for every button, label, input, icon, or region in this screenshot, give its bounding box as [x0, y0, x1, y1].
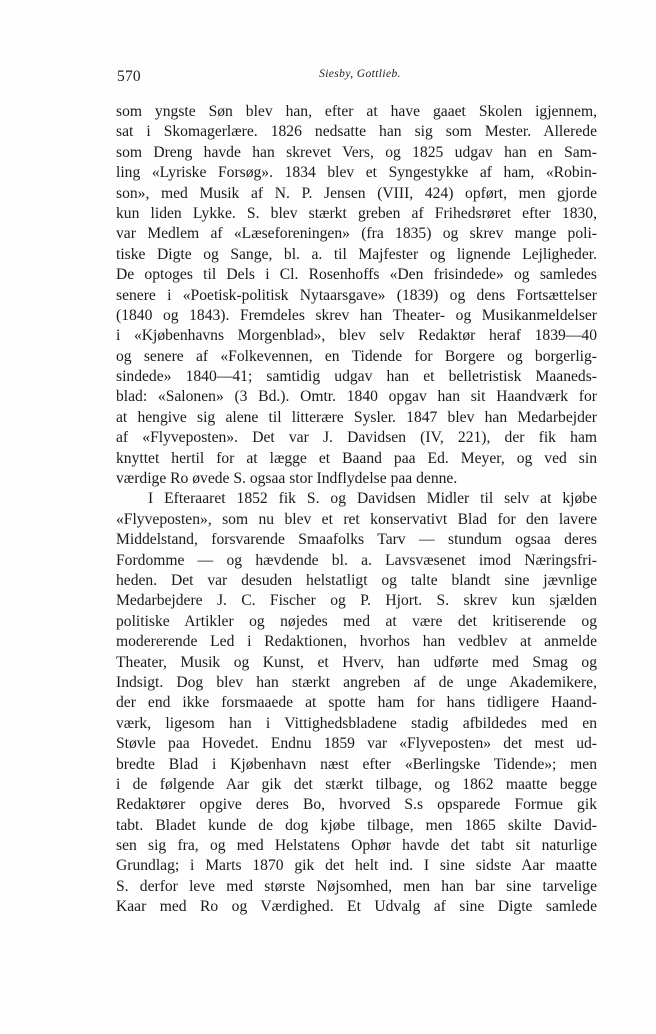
text-line: var Medlem af «Læseforeningen» (fra 1835) og skrev mange poli- — [116, 225, 597, 243]
paragraph-end-line: værdige Ro øvede S. ogsaa stor Indflydelse paa denne. — [116, 470, 458, 488]
text-line: knyttet hertil for at lægge et Baand paa Ed. Meyer, og ved sin — [116, 449, 597, 467]
text-line: sindede» 1840—41; samtidig udgav han et belletristisk Maaneds- — [116, 368, 597, 386]
text-line: af «Flyveposten». Det var J. Davidsen (IV, 221), der fik ham — [116, 429, 597, 447]
paragraph-start-line: I Efteraaret 1852 fik S. og Davidsen Midler til selv at kjøbe — [148, 490, 597, 508]
text-line: Redaktører opgive deres Bo, hvorved S.s opsparede Formue gik — [116, 796, 597, 814]
text-line: modererende Led i Redaktionen, hvorhos han vedblev at anmelde — [116, 633, 597, 651]
text-line: der end ikke forsmaaede at spotte ham for hans tidligere Haand- — [116, 694, 597, 712]
text-line: S. derfor leve med største Nøjsomhed, men han bar sine tarvelige — [116, 877, 597, 895]
text-line: Indsigt. Dog blev han stærkt angreben af de unge Akademikere, — [116, 673, 597, 691]
text-line: sat i Skomagerlære. 1826 nedsatte han sig som Mester. Allerede — [116, 123, 597, 141]
text-line: De optoges til Dels i Cl. Rosenhoffs «Den frisindede» og samledes — [116, 266, 597, 284]
text-line: Fordomme — og hævdende bl. a. Lavsvæsenet imod Næringsfri- — [116, 551, 597, 569]
text-line: i «Kjøbenhavns Morgenblad», blev selv Redaktør heraf 1839—40 — [116, 327, 597, 345]
text-line: blad: «Salonen» (3 Bd.). Omtr. 1840 opgav han sit Haandværk for — [116, 388, 597, 406]
text-line: (1840 og 1843). Fremdeles skrev han Theater- og Musikanmeldelser — [116, 306, 597, 324]
text-line: at hengive sig alene til litterære Sysler. 1847 blev han Medarbejder — [116, 408, 597, 426]
text-line: og senere af «Folkevennen, en Tidende for Borgere og borgerlig- — [116, 347, 597, 365]
text-line: son», med Musik af N. P. Jensen (VIII, 424) opført, men gjorde — [116, 184, 597, 202]
text-line: tiske Digte og Sange, bl. a. til Majfester og lignende Lejligheder. — [116, 245, 597, 263]
text-line: bredte Blad i Kjøbenhavn næst efter «Berlingske Tidende»; men — [116, 755, 597, 773]
text-line: Kaar med Ro og Værdighed. Et Udvalg af sine Digte samlede — [116, 898, 597, 916]
running-head: Siesby, Gottlieb. — [319, 68, 401, 80]
text-line: heden. Det var desuden helstatligt og talte blandt sine jævnlige — [116, 571, 597, 589]
text-line: sen sig fra, og med Helstatens Ophør havde det tabt sit naturlige — [116, 837, 597, 855]
text-line: «Flyveposten», som nu blev et ret konservativt Blad for den lavere — [116, 510, 597, 528]
text-line: som Dreng havde han skrevet Vers, og 1825 udgav han en Sam- — [116, 143, 597, 161]
text-line: Grundlag; i Marts 1870 gik det helt ind. I sine sidste Aar maatte — [116, 857, 597, 875]
text-line: Støvle paa Hovedet. Endnu 1859 var «Flyveposten» det mest ud- — [116, 735, 597, 753]
text-line: som yngste Søn blev han, efter at have gaaet Skolen igjennem, — [116, 103, 597, 120]
text-line: i de følgende Aar gik det stærkt tilbage, og 1862 maatte begge — [116, 775, 597, 793]
text-line: politiske Artikler og nøjedes med at være det kritiserende og — [116, 612, 597, 630]
text-line: Medarbejdere J. C. Fischer og P. Hjort. S. skrev kun sjælden — [116, 592, 597, 610]
text-line: Middelstand, forsvarende Smaafolks Tarv — stundum ogsaa deres — [116, 531, 597, 549]
text-line: tabt. Bladet kunde de dog kjøbe tilbage, men 1865 skilte David- — [116, 816, 597, 834]
text-line: kun liden Lykke. S. blev stærkt greben af Frihedsrøret efter 1830, — [116, 204, 597, 222]
text-line: ling «Lyriske Forsøg». 1834 blev et Syngestykke af ham, «Robin- — [116, 164, 597, 182]
body-text — [116, 102, 597, 918]
text-line: Theater, Musik og Kunst, et Hverv, han udførte med Smag og — [116, 653, 597, 671]
text-line: værk, ligesom han i Vittighedsbladene stadig afbildedes med en — [116, 714, 597, 732]
text-line: senere i «Poetisk-politisk Nytaarsgave» (1839) og dens Fortsættelser — [116, 286, 597, 304]
page-number: 570 — [117, 68, 141, 85]
